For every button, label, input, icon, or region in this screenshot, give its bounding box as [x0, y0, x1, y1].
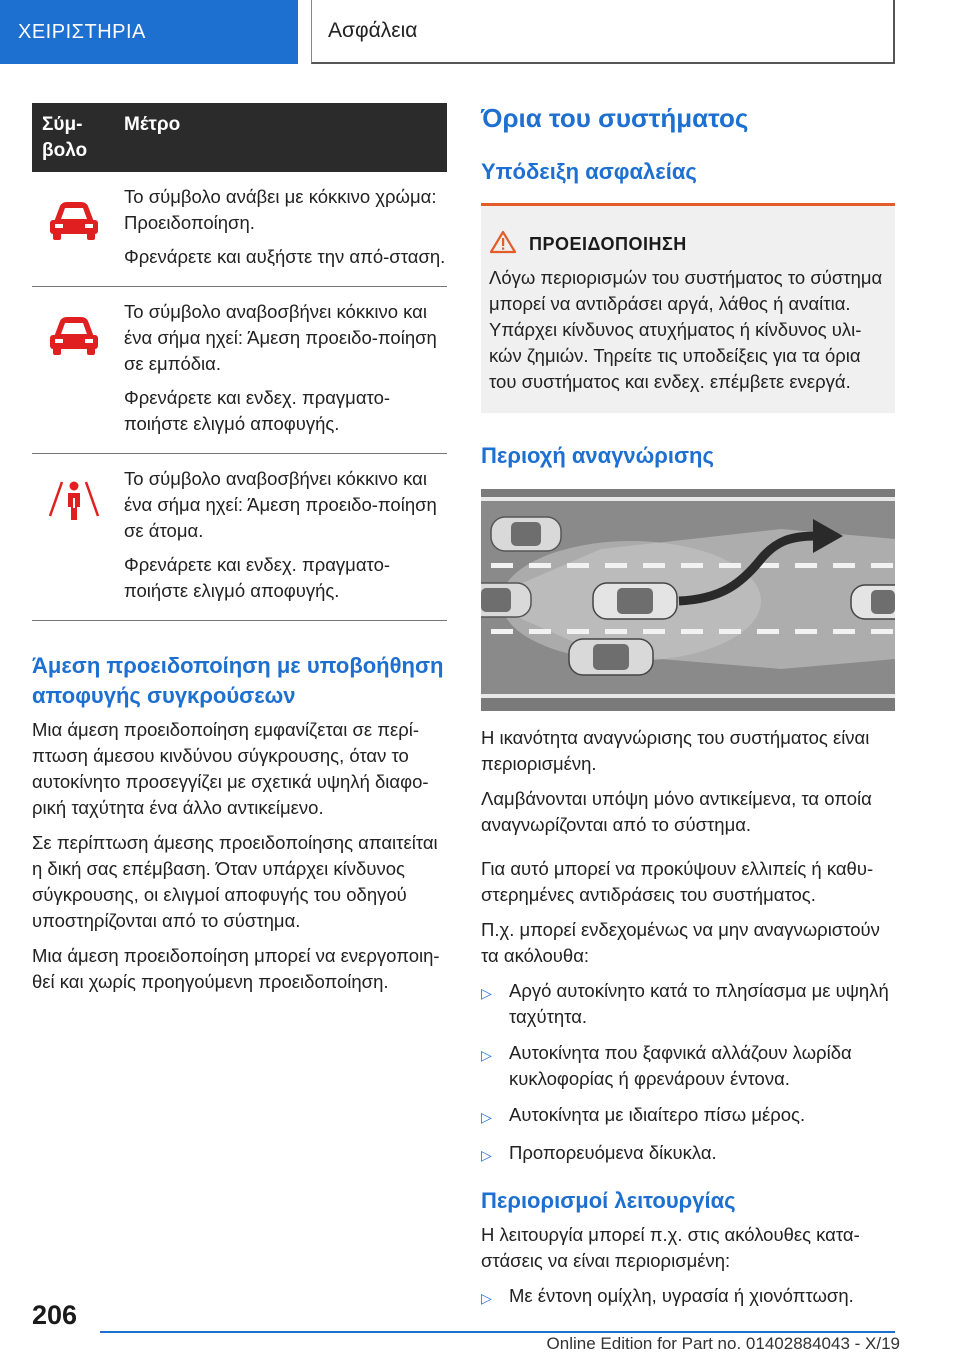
page-title: Όρια του συστήματος — [481, 103, 749, 133]
paragraph: Π.χ. μπορεί ενδεχομένως να μην αναγνωριστούν τα ακόλουθα: — [481, 919, 880, 966]
table-row — [32, 454, 447, 621]
section-heading: Άμεση προειδοποίηση με υποβοήθηση αποφυγής συγκρούσεων — [32, 653, 444, 708]
list-item-text: Προπορευόμενα δίκυκλα. — [509, 1142, 717, 1163]
bullet-marker: ▷ — [481, 1047, 492, 1063]
section-tab — [0, 0, 298, 64]
list-item — [481, 978, 895, 1030]
limits-heading: Περιορισμοί λειτουργίας — [481, 1188, 736, 1213]
paragraph: Λαμβάνονται υπόψη μόνο αντικείμενα, τα οποία αναγνωρίζονται από το σύστημα. — [481, 788, 872, 835]
col-measure-label: Μέτρο — [124, 114, 181, 135]
bullet-marker: ▷ — [481, 1290, 492, 1306]
list-item-text: Αυτοκίνητα που ξαφνικά αλλάζουν λωρίδα κυκλοφορίας ή φρενάρουν έντονα. — [509, 1042, 852, 1089]
bullet-marker: ▷ — [481, 985, 492, 1001]
measure-cell — [124, 287, 447, 454]
footer-divider — [100, 1331, 895, 1333]
warning-text: Λόγω περιορισμών του συστήματος το σύστημα μπορεί να αντιδράσει αργά, λάθος ή αναίτια. Υπάρχει κίνδυνος ατυχήματος ή κίνδυνος υλι-κών ζημιών. Τηρείτε τις υποδείξεις για τα όρια του συστήματος και ενδεχ. επέμβετε ενεργά. — [489, 267, 883, 392]
list-item-text: Αυτοκίνητα με ιδιαίτερο πίσω μέρος. — [509, 1104, 806, 1125]
section-title: ΧΕΙΡΙΣΤΗΡΙΑ — [18, 20, 146, 43]
car-warning-icon — [44, 309, 104, 359]
paragraph: Η ικανότητα αναγνώρισης του συστήματος είναι περιορισμένη. — [481, 727, 870, 774]
list-item — [481, 1040, 895, 1092]
warning-triangle-icon — [489, 230, 517, 259]
col-symbol-label: Σύμ-βολο — [42, 114, 88, 161]
row-action: Φρενάρετε και ενδεχ. πραγματο-ποιήστε ελιγμό αποφυγής. — [124, 554, 391, 601]
row-action: Φρενάρετε και αυξήστε την από-σταση. — [124, 246, 446, 267]
bullet-list — [481, 1283, 895, 1311]
right-column — [481, 100, 895, 1321]
table-row — [32, 172, 447, 287]
col-measure-header — [124, 103, 447, 172]
paragraph: Η λειτουργία μπορεί π.χ. στις ακόλουθες κατα-στάσεις να είναι περιορισμένη: — [481, 1224, 860, 1271]
warning-header — [489, 230, 887, 259]
chapter-tab — [311, 0, 895, 64]
list-item-text: Αργό αυτοκίνητο κατά το πλησίασμα με υψηλή ταχύτητα. — [509, 980, 889, 1027]
bullet-marker: ▷ — [481, 1147, 492, 1163]
car-warning-icon — [44, 194, 104, 244]
edition-note: Online Edition for Part no. 01402884043 - X/19 — [546, 1334, 900, 1353]
bullet-marker: ▷ — [481, 1109, 492, 1125]
row-text: Το σύμβολο ανάβει με κόκκινο χρώμα: Προειδοποίηση. — [124, 186, 437, 233]
row-text: Το σύμβολο αναβοσβήνει κόκκινο και ένα σήμα ηχεί: Άμεση προειδο-ποίηση σε εμπόδια. — [124, 301, 437, 374]
symbol-cell — [32, 454, 124, 621]
left-column — [32, 103, 447, 1004]
table-header-row — [32, 103, 447, 172]
list-item — [481, 1283, 895, 1311]
symbol-table — [32, 103, 447, 621]
table-row — [32, 287, 447, 454]
warning-box — [481, 203, 895, 413]
list-item-text: Με έντονη ομίχλη, υγρασία ή χιονόπτωση. — [509, 1285, 854, 1306]
pedestrian-warning-icon — [44, 476, 104, 526]
safety-heading: Υπόδειξη ασφαλείας — [481, 159, 697, 184]
list-item — [481, 1140, 895, 1168]
row-action: Φρενάρετε και ενδεχ. πραγματο-ποιήστε ελιγμό αποφυγής. — [124, 387, 391, 434]
paragraph: Μια άμεση προειδοποίηση μπορεί να ενεργοποιη-θεί και χωρίς προηγούμενη προειδοποίηση. — [32, 945, 440, 992]
col-symbol-header — [32, 103, 124, 172]
list-item — [481, 1102, 895, 1130]
paragraph: Για αυτό μπορεί να προκύψουν ελλιπείς ή καθυ-στερημένες αντιδράσεις του συστήματος. — [481, 858, 874, 905]
paragraph: Μια άμεση προειδοποίηση εμφανίζεται σε περί-πτωση άμεσου κινδύνου σύγκρουσης, όταν το αυτοκίνητο προσεγγίζει με σχετικά υψηλή διαφο-ρική ταχύτητα ένα άλλο αντικείμενο. — [32, 719, 429, 818]
detection-area-illustration — [481, 489, 895, 711]
row-text: Το σύμβολο αναβοσβήνει κόκκινο και ένα σήμα ηχεί: Άμεση προειδο-ποίηση σε άτομα. — [124, 468, 437, 541]
paragraph: Σε περίπτωση άμεσης προειδοποίησης απαιτείται η δική σας επέμβαση. Όταν υπάρχει κίνδυνος σύγκρουσης, οι ελιγμοί αποφυγής του οδηγού υποστηρίζονται από το σύστημα. — [32, 832, 438, 931]
symbol-cell — [32, 287, 124, 454]
bullet-list — [481, 978, 895, 1168]
detection-heading: Περιοχή αναγνώρισης — [481, 443, 714, 468]
warning-label: ΠΡΟΕΙΔΟΠΟΙΗΣΗ — [529, 234, 687, 254]
measure-cell — [124, 454, 447, 621]
page-number: 206 — [32, 1300, 78, 1330]
measure-cell — [124, 172, 447, 287]
symbol-cell — [32, 172, 124, 287]
chapter-title: Ασφάλεια — [328, 19, 418, 42]
